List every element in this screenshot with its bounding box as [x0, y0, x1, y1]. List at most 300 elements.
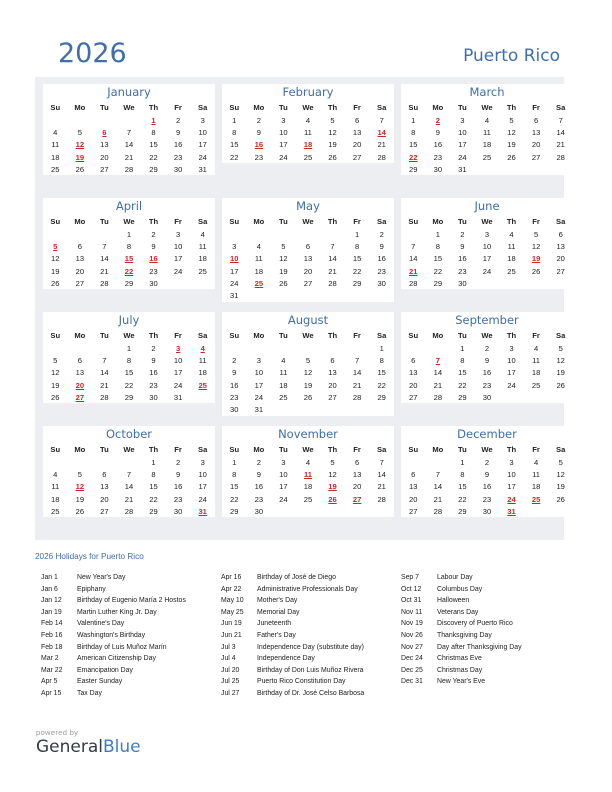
month-february [222, 84, 394, 163]
weekday-header: Tu [100, 331, 109, 340]
holiday-item [401, 655, 522, 667]
week-row [43, 342, 215, 354]
empty-cell [68, 342, 93, 354]
day-cell: 2 [460, 229, 465, 239]
day-cell: 23 [458, 266, 467, 276]
day-cell: 10 [482, 241, 492, 251]
empty-cell [296, 228, 321, 240]
day-cell: 1 [232, 457, 237, 467]
weekday-header: Sa [198, 331, 208, 340]
holiday-name: Memorial Day [257, 608, 300, 616]
holiday-date: Nov 11 [401, 608, 423, 616]
day-cell: 16 [458, 254, 467, 264]
day-cell: 3 [509, 457, 514, 467]
empty-cell [345, 342, 370, 354]
day-cell: 30 [173, 506, 183, 516]
week-row [222, 493, 394, 505]
week-row [43, 367, 215, 379]
weekday-header: Tu [458, 445, 467, 454]
holiday-date: Nov 26 [401, 631, 423, 639]
weekday-header: Sa [556, 445, 566, 454]
day-cell: 2 [151, 229, 156, 239]
day-cell: 12 [507, 127, 516, 137]
day-cell: 24 [198, 152, 207, 162]
day-cell: 23 [254, 152, 264, 162]
holiday-date: Sep 7 [401, 574, 420, 581]
day-cell: 20 [100, 494, 109, 504]
day-cell: 23 [173, 494, 183, 504]
day-cell: 9 [435, 127, 440, 137]
holiday-item [41, 597, 186, 609]
day-cell: 10 [198, 127, 207, 137]
holiday-date: Jun 19 [221, 620, 242, 628]
day-cell: 8 [435, 241, 440, 251]
generalblue-logo[interactable] [36, 737, 141, 757]
holiday-item [221, 644, 364, 656]
empty-cell [401, 456, 426, 468]
holiday-day-cell: 31 [507, 506, 516, 516]
day-cell: 26 [556, 380, 565, 390]
weekday-header: Fr [532, 217, 540, 226]
day-cell: 23 [230, 392, 239, 402]
weekday-header: We [481, 103, 493, 112]
day-cell: 16 [482, 368, 492, 378]
day-cell: 31 [458, 164, 467, 174]
weekday-header: Mo [432, 331, 444, 340]
weekday-header: Tu [100, 103, 109, 112]
day-cell: 25 [198, 266, 207, 276]
day-cell: 25 [51, 506, 60, 516]
day-cell: 16 [173, 482, 183, 492]
day-cell: 9 [256, 127, 261, 137]
week-row [43, 139, 215, 151]
day-cell: 23 [254, 494, 264, 504]
holiday-name: Puerto Rico Constitution Day [257, 678, 346, 686]
day-cell: 15 [149, 140, 158, 150]
holiday-day-cell: 24 [507, 494, 516, 504]
holiday-day-cell: 18 [303, 140, 313, 150]
month-grid [43, 215, 215, 289]
empty-cell [320, 342, 345, 354]
empty-cell [271, 228, 296, 240]
month-name: May [296, 199, 320, 213]
day-cell: 27 [303, 278, 313, 288]
holiday-item [41, 574, 186, 586]
holiday-day-cell: 22 [124, 266, 134, 276]
empty-cell [117, 114, 142, 126]
day-cell: 12 [556, 355, 565, 365]
holiday-item [41, 620, 186, 632]
week-row [222, 151, 394, 163]
day-cell: 15 [230, 140, 239, 150]
day-cell: 7 [126, 127, 132, 137]
day-cell: 18 [507, 254, 516, 264]
empty-cell [117, 456, 142, 468]
day-cell: 26 [51, 392, 60, 402]
day-cell: 7 [411, 241, 416, 251]
holiday-date: Jan 6 [41, 585, 58, 593]
day-cell: 11 [304, 127, 312, 137]
holiday-name: Veterans Day [437, 608, 479, 616]
day-cell: 19 [303, 380, 313, 390]
weekday-header: Th [327, 445, 338, 454]
month-march [401, 84, 573, 175]
week-row [222, 456, 394, 468]
day-cell: 11 [198, 241, 207, 251]
empty-cell [426, 456, 451, 468]
day-cell: 7 [354, 355, 360, 365]
day-cell: 5 [53, 355, 58, 365]
day-cell: 8 [126, 241, 132, 251]
month-name: July [118, 313, 140, 327]
week-row [43, 163, 215, 175]
day-cell: 6 [411, 355, 416, 365]
holiday-item [221, 632, 364, 644]
weekday-header: Tu [458, 103, 467, 112]
day-cell: 30 [433, 164, 443, 174]
weekday-header: Sa [198, 217, 208, 226]
day-cell: 31 [198, 164, 207, 174]
holiday-item [221, 609, 364, 621]
day-cell: 29 [433, 278, 443, 288]
holiday-item [221, 586, 364, 598]
weekday-header: Su [50, 445, 61, 454]
holiday-name: Washington's Birthday [77, 631, 146, 639]
holiday-date: Dec 24 [401, 655, 423, 663]
day-cell: 8 [151, 127, 156, 137]
day-cell: 29 [124, 278, 134, 288]
holiday-name: Tax Day [77, 689, 102, 697]
month-grid [43, 101, 215, 175]
weekday-header: Th [327, 103, 338, 112]
holiday-day-cell: 27 [352, 494, 362, 504]
holiday-name: Birthday of José de Diego [257, 574, 336, 581]
holiday-name: Birthday of Don Luis Muñoz Rivera [257, 666, 364, 674]
holiday-item [401, 597, 522, 609]
day-cell: 3 [200, 115, 205, 125]
day-cell: 22 [149, 494, 158, 504]
day-cell: 4 [533, 343, 539, 353]
month-october [43, 426, 215, 517]
day-cell: 10 [173, 241, 183, 251]
month-july [43, 312, 215, 403]
day-cell: 21 [100, 266, 109, 276]
week-row [43, 126, 215, 138]
day-cell: 11 [254, 254, 263, 264]
day-cell: 28 [124, 164, 134, 174]
holiday-date: Apr 22 [221, 585, 242, 593]
holiday-name: Mother's Day [257, 597, 298, 605]
holiday-date: Jan 12 [41, 597, 62, 605]
day-cell: 7 [330, 241, 335, 251]
day-cell: 8 [126, 355, 132, 365]
day-cell: 12 [556, 469, 565, 479]
holiday-day-cell: 25 [254, 278, 264, 288]
holiday-name: Juneteenth [257, 620, 292, 628]
week-row [401, 114, 573, 126]
day-cell: 20 [100, 152, 109, 162]
day-cell: 3 [509, 343, 514, 353]
day-cell: 9 [232, 368, 237, 378]
month-name: December [457, 427, 517, 441]
day-cell: 14 [409, 254, 418, 264]
day-cell: 2 [256, 457, 261, 467]
weekday-header: Su [229, 331, 240, 340]
day-cell: 30 [149, 278, 158, 288]
holiday-item [401, 678, 522, 690]
day-cell: 19 [556, 368, 565, 378]
day-cell: 13 [100, 140, 109, 150]
empty-cell [43, 342, 68, 354]
day-cell: 11 [198, 355, 207, 365]
day-cell: 23 [433, 152, 443, 162]
day-cell: 26 [75, 164, 85, 174]
day-cell: 28 [409, 278, 418, 288]
day-cell: 24 [507, 380, 516, 390]
day-cell: 23 [149, 266, 158, 276]
holiday-date: Apr 15 [41, 689, 62, 697]
day-cell: 26 [303, 392, 313, 402]
day-cell: 4 [305, 457, 311, 467]
month-name: October [105, 427, 153, 441]
weekday-header: Su [229, 103, 240, 112]
weekday-header: Tu [100, 217, 109, 226]
day-cell: 22 [377, 380, 386, 390]
day-cell: 13 [352, 127, 362, 137]
weekday-header: Su [50, 331, 61, 340]
day-cell: 5 [305, 355, 311, 365]
month-name: February [282, 85, 334, 99]
month-november [222, 426, 394, 517]
holiday-name: Birthday of Dr. José Celso Barbosa [257, 689, 365, 697]
holiday-day-cell: 15 [124, 254, 134, 264]
week-row [43, 151, 215, 163]
day-cell: 6 [77, 355, 82, 365]
day-cell: 18 [279, 380, 288, 390]
day-cell: 24 [198, 494, 207, 504]
weekday-header: Sa [377, 445, 387, 454]
empty-cell [426, 342, 451, 354]
week-row [43, 354, 215, 366]
weekday-header: Mo [432, 103, 444, 112]
week-row [401, 354, 573, 366]
holiday-date: Jul 25 [221, 678, 240, 686]
weekday-header: Su [50, 217, 61, 226]
holiday-name: Birthday of Luis Muñoz Marín [77, 643, 167, 651]
week-row [222, 253, 394, 265]
weekday-header: Sa [198, 103, 208, 112]
day-cell: 2 [175, 115, 181, 125]
day-cell: 17 [507, 482, 516, 492]
day-cell: 18 [198, 254, 207, 264]
day-cell: 22 [458, 380, 467, 390]
empty-cell [222, 228, 247, 240]
day-cell: 1 [435, 229, 440, 239]
month-name: November [278, 427, 338, 441]
day-cell: 16 [254, 482, 264, 492]
holiday-date: Nov 27 [401, 643, 423, 651]
day-cell: 26 [328, 152, 337, 162]
weekday-header: Fr [174, 103, 182, 112]
day-cell: 8 [460, 469, 465, 479]
day-cell: 6 [305, 241, 311, 251]
day-cell: 10 [254, 368, 264, 378]
day-cell: 30 [482, 506, 492, 516]
month-may [222, 198, 394, 302]
empty-cell [92, 114, 117, 126]
weekday-header: Fr [532, 331, 540, 340]
day-cell: 28 [352, 392, 362, 402]
week-row [222, 367, 394, 379]
day-cell: 10 [279, 127, 288, 137]
holiday-name: Christmas Day [437, 666, 483, 674]
weekday-header: Mo [74, 445, 86, 454]
day-cell: 27 [352, 152, 362, 162]
day-cell: 8 [232, 469, 237, 479]
day-cell: 24 [230, 278, 239, 288]
week-row [222, 505, 394, 517]
day-cell: 24 [173, 380, 183, 390]
day-cell: 24 [279, 152, 288, 162]
weekday-header: Fr [353, 331, 361, 340]
day-cell: 25 [279, 392, 288, 402]
holiday-name: Christmas Eve [437, 655, 482, 663]
day-cell: 31 [173, 392, 183, 402]
holiday-day-cell: 27 [75, 392, 85, 402]
weekday-header: We [481, 331, 493, 340]
day-cell: 10 [173, 355, 183, 365]
day-cell: 16 [149, 368, 158, 378]
day-cell: 21 [556, 140, 565, 150]
day-cell: 14 [100, 368, 109, 378]
day-cell: 30 [254, 506, 264, 516]
week-row [43, 456, 215, 468]
weekday-header: Fr [174, 445, 182, 454]
weekday-header: Sa [198, 445, 208, 454]
day-cell: 15 [458, 368, 467, 378]
holiday-item [401, 667, 522, 679]
day-cell: 19 [328, 140, 337, 150]
day-cell: 17 [279, 482, 288, 492]
empty-cell [43, 228, 68, 240]
day-cell: 3 [460, 115, 465, 125]
day-cell: 15 [149, 482, 158, 492]
holiday-name: Emancipation Day [77, 666, 133, 674]
weekday-header: Tu [458, 217, 467, 226]
day-cell: 15 [458, 482, 467, 492]
month-grid [222, 101, 394, 163]
weekday-header: Tu [279, 331, 288, 340]
day-cell: 22 [124, 380, 134, 390]
day-cell: 26 [531, 266, 541, 276]
holiday-day-cell: 5 [53, 241, 58, 251]
week-row [401, 342, 573, 354]
day-cell: 21 [352, 380, 362, 390]
week-row [43, 114, 215, 126]
holiday-name: Independence Day [257, 655, 315, 663]
day-cell: 26 [556, 494, 565, 504]
week-row [401, 379, 573, 391]
holiday-date: Apr 16 [221, 574, 242, 581]
day-cell: 6 [411, 469, 416, 479]
holiday-item [41, 690, 186, 702]
day-cell: 20 [352, 482, 362, 492]
week-row [222, 114, 394, 126]
day-cell: 15 [124, 368, 134, 378]
day-cell: 2 [484, 457, 490, 467]
day-cell: 6 [558, 229, 563, 239]
week-row [401, 126, 573, 138]
day-cell: 20 [409, 494, 418, 504]
day-cell: 13 [556, 241, 565, 251]
weekday-header: Su [408, 103, 419, 112]
day-cell: 27 [409, 392, 418, 402]
month-name: January [107, 85, 151, 99]
empty-cell [68, 456, 93, 468]
day-cell: 10 [198, 469, 207, 479]
weekday-header: We [481, 445, 493, 454]
weekday-header: Fr [174, 331, 182, 340]
day-cell: 1 [460, 457, 465, 467]
day-cell: 6 [330, 355, 335, 365]
day-cell: 18 [303, 482, 313, 492]
day-cell: 23 [482, 494, 492, 504]
day-cell: 16 [173, 140, 183, 150]
day-cell: 30 [149, 392, 158, 402]
day-cell: 14 [124, 140, 134, 150]
month-name: June [474, 199, 500, 213]
day-cell: 13 [409, 368, 418, 378]
day-cell: 21 [328, 266, 337, 276]
day-cell: 11 [532, 469, 541, 479]
day-cell: 8 [379, 355, 384, 365]
empty-cell [43, 456, 68, 468]
day-cell: 17 [279, 140, 288, 150]
day-cell: 21 [377, 482, 386, 492]
day-cell: 14 [328, 254, 337, 264]
day-cell: 7 [435, 469, 440, 479]
week-row [401, 163, 573, 175]
day-cell: 18 [254, 266, 264, 276]
day-cell: 17 [198, 482, 207, 492]
month-grid [43, 329, 215, 403]
day-cell: 11 [51, 140, 60, 150]
week-row [401, 505, 573, 517]
holiday-day-cell: 4 [200, 343, 205, 353]
day-cell: 22 [149, 152, 158, 162]
holiday-item [401, 644, 522, 656]
day-cell: 3 [200, 457, 205, 467]
holiday-day-cell: 19 [531, 254, 541, 264]
holiday-date: Oct 31 [401, 597, 422, 605]
day-cell: 18 [531, 368, 541, 378]
day-cell: 3 [281, 115, 286, 125]
day-cell: 12 [328, 469, 337, 479]
weekday-header: Mo [253, 331, 265, 340]
weekday-header: Mo [253, 445, 265, 454]
weekday-header: Th [327, 331, 338, 340]
day-cell: 29 [458, 392, 467, 402]
holiday-item [221, 574, 364, 586]
day-cell: 17 [230, 266, 239, 276]
weekday-header: Tu [458, 331, 467, 340]
weekday-header: Fr [532, 445, 540, 454]
holiday-date: May 10 [221, 597, 244, 605]
day-cell: 28 [433, 392, 443, 402]
holiday-item [221, 655, 364, 667]
day-cell: 30 [230, 405, 239, 415]
week-row [222, 139, 394, 151]
